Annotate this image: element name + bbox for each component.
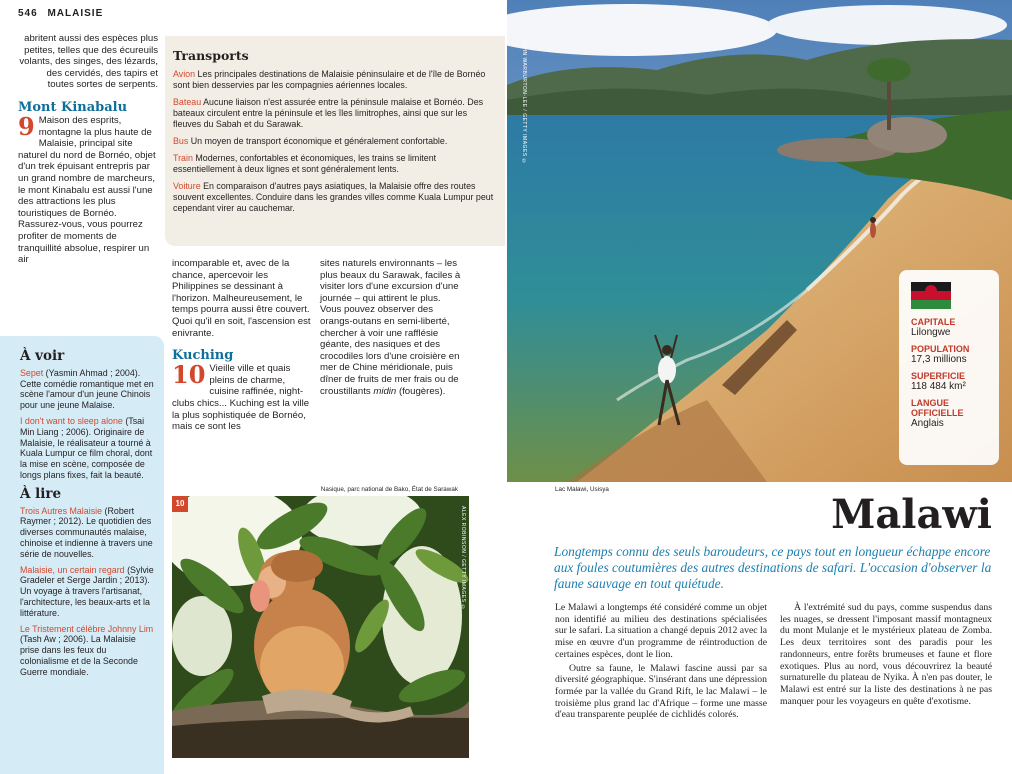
entry-number-10: 10 xyxy=(172,360,206,390)
lake-photo-credit: JOHN WARBURTON-LEE / GETTY IMAGES © xyxy=(521,40,527,165)
transport-item-train: Train Modernes, confortables et économiques, les trains se limitent essentiellement à deux lignes et sont généralement lents. xyxy=(173,153,437,174)
page-header xyxy=(18,8,103,19)
fact-value-population: 17,3 millions xyxy=(911,354,967,365)
midin-word: midin xyxy=(373,385,397,397)
a-lire-item: Trois Autres Malaisie (Robert Raymer ; 2012). Le quotidien des diverses communautés malaise, chinoise et indienne à travers une série de nouvelles. xyxy=(20,505,153,559)
kinabalu-continued-text: incomparable et, avec de la chance, apercevoir les Philippines se dessinant à l'horizon. Malheureusement, le temps pourra aussi être couvert. Quoi qu'il en soit, l'ascension est enivrante. xyxy=(172,258,311,339)
transport-item-voiture: Voiture En comparaison d'autres pays asiatiques, la Malaisie offre des routes souvent excellentes. Conduire dans les grandes villes comme Kuala Lumpur peut cependant virer au cauchemar. xyxy=(173,181,494,213)
malawi-factbox xyxy=(899,270,999,465)
photo-badge: 10 xyxy=(172,496,188,512)
mont-kinabalu-text: Maison des esprits, montagne la plus haute de Malaisie, principal site naturel du nord de Bornéo, objet d'un trek épuisant entrepris par un grand nombre de marcheurs, le mont Kinabalu est aussi l'une des attractions les plus touristiques de Bornéo. Rassurez-vous, vous pourrez profiter de moments de tranquillité absolue, respirer un air xyxy=(18,114,156,266)
a-voir-item: Sepet (Yasmin Ahmad ; 2004). Cette comédie romantique met en scène l'amour d'un jeune Chinois pour une jeune Malaise. xyxy=(20,367,154,411)
culture-aside xyxy=(0,336,164,774)
fact-label-capitale: CAPITALE xyxy=(911,317,956,327)
transports-title: Transports xyxy=(173,48,249,63)
intro-text: abritent aussi des espèces plus petites, telles que des écureuils volants, des singes, des lézards, des cervidés, des tapirs et toutes sortes de serpents. xyxy=(19,33,158,91)
left-column xyxy=(18,33,158,266)
malawi-paragraph-1: Le Malawi a longtemps été considéré comme un objet non identifié au milieu des destinations spécialisées sur le safari. La situation a changé depuis 2012 avec la mise en œuvre d'un programme de réintroduction de certaines espèces, dont le lion. xyxy=(555,602,767,660)
transport-item-avion: Avion Les principales destinations de Malaisie péninsulaire et de l'île de Bornéo sont bien desservies par les compagnies aériennes locales. xyxy=(173,69,486,90)
kuching-end-text: (fougères). xyxy=(398,385,446,397)
malawi-lead: Longtemps connu des seuls baroudeurs, ce pays tout en longueur échappe encore aux foules coutumières des autres destinations de safari. L'occasion d'observer la faune sauvage en tout quiétude. xyxy=(554,544,992,591)
kuching-entry xyxy=(172,360,312,433)
malawi-title: Malawi xyxy=(831,491,992,538)
a-lire-item: Le Tristement célèbre Johnny Lim (Tash Aw ; 2006). La Malaisie prise dans les feux du colonialisme et de la Seconde Guerre mondiale. xyxy=(20,623,154,677)
a-voir-title: À voir xyxy=(20,348,65,364)
malawi-flag xyxy=(911,282,951,309)
mont-kinabalu-title: Mont Kinabalu xyxy=(18,99,128,115)
mid-column-b xyxy=(320,258,462,397)
kuching-continued-text: sites naturels environnants – les plus beaux du Sarawak, faciles à visiter lors d'une excursion d'une journée – qui attirent le plus. Vous pouvez observer des orangs-outans en semi-liberté, chercher à voir une rafflésie géante, des nasiques et des crocodiles lors d'une croisière en mer de Chine méridionale, puis dîner de fruits de mer frais ou de croustillants xyxy=(320,258,461,397)
fact-label-superficie: SUPERFICIE xyxy=(911,371,966,381)
transport-item-bus: Bus Un moyen de transport économique et généralement confortable. xyxy=(173,136,448,146)
fact-value-langue: Anglais xyxy=(911,418,944,429)
kuching-title: Kuching xyxy=(172,348,234,364)
a-lire-title: À lire xyxy=(20,485,62,502)
running-section: MALAISIE xyxy=(47,8,104,19)
malawi-paragraph-3: À l'extrémité sud du pays, comme suspendus dans les nuages, se dressent l'imposant massif montagneux du mont Mulanje et le mystérieux plateau de Zomba. Les deux territoires sont des paradis pour les randonneurs, entre forêts brumeuses et faune et flore exotiques. Plus au nord, vous découvrirez la beauté surnaturelle du plateau de Nyika. À n'en pas douter, le Malawi est entré sur la liste des destinations à ne pas manquer pour les voyageurs en quête d'exotisme. xyxy=(780,602,992,707)
fact-label-langue: LANGUE OFFICIELLE xyxy=(911,398,964,418)
monkey-caption: Nasique, parc national de Bako, État de Sarawak xyxy=(320,486,458,493)
malawi-col-2 xyxy=(780,602,992,707)
fact-value-capitale: Lilongwe xyxy=(911,327,951,338)
monkey-photo-credit: ALEX ROBINSON / GETTY IMAGES © xyxy=(460,506,466,611)
monkey-photo xyxy=(172,496,469,758)
mid-column-a xyxy=(172,258,312,433)
mont-kinabalu-entry xyxy=(18,111,158,266)
fact-value-superficie: 118 484 km² xyxy=(911,381,966,392)
a-lire-item: Malaisie, un certain regard (Sylvie Gradeler et Serge Jardin ; 2013). Un voyage à travers l'artisanat, l'architecture, les beaux-arts et la littérature. xyxy=(20,564,154,618)
proboscis-monkey-image xyxy=(172,496,469,758)
transports-box xyxy=(165,36,505,246)
kuching-text: Vieille ville et quais pleins de charme, cuisine raffinée, night-clubs chics... Kuching est la ville la plus sophistiquée de Bornéo, mais ce sont les xyxy=(172,363,310,433)
entry-number-9: 9 xyxy=(18,111,35,141)
page-number: 546 xyxy=(18,8,38,19)
malawi-paragraph-2: Outre sa faune, le Malawi fascine aussi par sa diversité géographique. S'insérant dans une dépression formée par la vallée du Grand Rift, le lac Malawi – le troisième plus grand lac d'Afrique – forme une masse d'eau transparente peuplée de cichlidés colorés. xyxy=(555,662,767,721)
fact-label-population: POPULATION xyxy=(911,344,970,354)
a-voir-item: I don't want to sleep alone (Tsai Min Liang ; 2006). Originaire de Malaisie, le réalisateur a tourné à Kuala Lumpur ce film choral, dont la mise en scène, composée de longs plans fixes, fait la beauté. xyxy=(20,415,153,480)
lake-photo xyxy=(507,0,1012,482)
malawi-col-1 xyxy=(555,602,767,721)
transport-item-bateau: Bateau Aucune liaison n'est assurée entre la péninsule malaise et Bornéo. Des bateaux circulent entre la péninsule et les îles limitrophes, ainsi que sur les fleuves du Sabah et du Sarawak. xyxy=(173,97,484,129)
lake-caption: Lac Malawi, Usisya xyxy=(555,486,609,493)
